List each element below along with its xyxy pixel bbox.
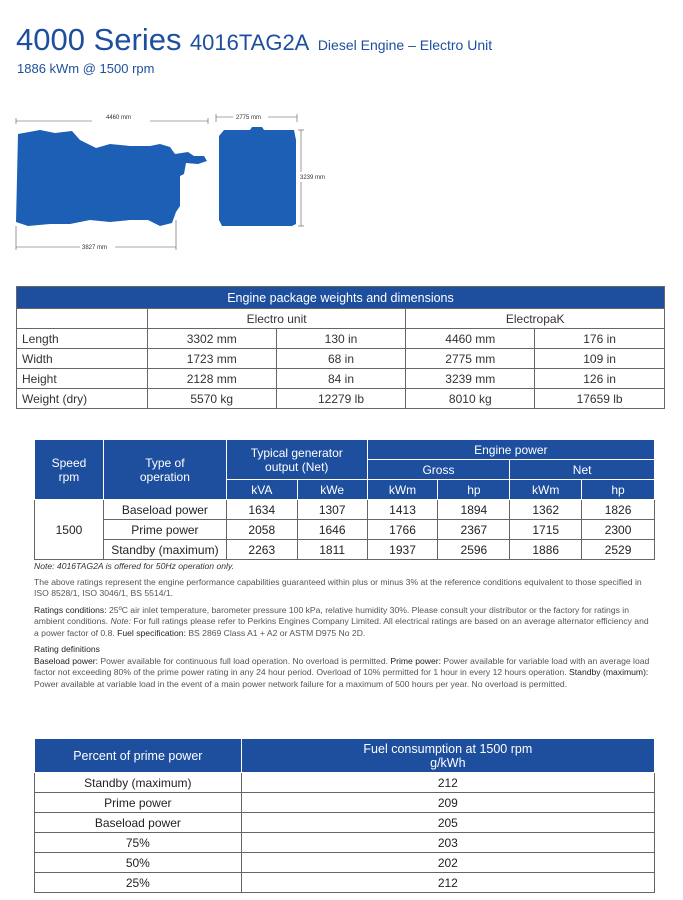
prime-label: Prime power: [390, 655, 442, 666]
engine-dimension-drawing [0, 100, 683, 260]
table-cell: 68 in [276, 349, 406, 369]
speed-value: 1500 [35, 500, 104, 560]
table-cell: 1715 [510, 520, 582, 540]
descriptor-title: Diesel Engine – Electro Unit [317, 37, 493, 53]
side-length-label: 4460 mm [106, 115, 132, 121]
table-cell: 17659 lb [535, 389, 665, 409]
percent-prime-header: Percent of prime power [35, 739, 242, 773]
table-row [35, 853, 655, 873]
baseload-label: Baseload power: [34, 655, 99, 666]
table-cell: 1886 [510, 540, 582, 560]
table-cell: 126 in [535, 369, 665, 389]
table-row [17, 389, 665, 409]
table-cell: 1362 [510, 500, 582, 520]
row-label: Baseload power [35, 813, 242, 833]
unit-header: hp [582, 480, 655, 500]
table-cell: 1894 [438, 500, 510, 520]
dimensions-empty-header [17, 309, 148, 329]
table-cell: 5570 kg [147, 389, 276, 409]
dimensions-table-title: Engine package weights and dimensions [17, 287, 665, 309]
ratings-conditions-label: Ratings conditions: [34, 604, 107, 615]
operation-type: Standby (maximum) [103, 540, 226, 560]
table-cell: 2596 [438, 540, 510, 560]
unit-header: kVA [226, 480, 297, 500]
fuel-consumption-header-units: g/kWh [430, 755, 466, 770]
table-cell: 109 in [535, 349, 665, 369]
table-cell: 1826 [582, 500, 655, 520]
operation-type: Baseload power [103, 500, 226, 520]
table-cell: 1646 [297, 520, 367, 540]
table-cell: 2775 mm [406, 349, 535, 369]
generator-output-header: Typical generator output (Net) [226, 440, 367, 480]
table-cell: 212 [241, 873, 654, 893]
table-row [35, 793, 655, 813]
ratings-conditions-text: 25ºC air inlet temperature, barometer pressure 100 kPa, relative humidity 30%. Please consult your distributor or the factory for ratings in ambient conditions. [34, 604, 629, 626]
speed-header: Speed rpm [35, 440, 104, 500]
electro-unit-header: Electro unit [147, 309, 406, 329]
prime-text: Power available for variable load with an average load factor not exceeding 80% of the prime power rating in any 24 hour period. Overload of 10% permitted for 1 hour in every 12 hours operation. [34, 655, 650, 677]
table-row [35, 873, 655, 893]
table-row [35, 500, 655, 520]
unit-header: hp [438, 480, 510, 500]
end-width-label: 2775 mm [236, 115, 262, 121]
baseload-text: Power available for continuous full load operation. No overload is permitted. [100, 655, 388, 666]
table-cell: 2529 [582, 540, 655, 560]
page-title [16, 22, 492, 58]
table-cell: 209 [241, 793, 654, 813]
table-cell: 202 [241, 853, 654, 873]
fuel-consumption-table [34, 738, 655, 893]
table-cell: 2058 [226, 520, 297, 540]
table-cell: 176 in [535, 329, 665, 349]
table-cell: 130 in [276, 329, 406, 349]
fuel-consumption-header-line1: Fuel consumption at 1500 rpm [363, 741, 533, 756]
table-cell: 2263 [226, 540, 297, 560]
table-cell: 84 in [276, 369, 406, 389]
table-cell: 212 [241, 773, 654, 793]
operation-type: Prime power [103, 520, 226, 540]
fuel-spec-label: Fuel specification: [117, 627, 186, 638]
fuel-spec-text: BS 2869 Class A1 + A2 or ASTM D975 No 2D. [188, 627, 366, 638]
table-cell: 2367 [438, 520, 510, 540]
row-label: Length [17, 329, 148, 349]
row-label: Prime power [35, 793, 242, 813]
rating-definitions-paragraph [34, 644, 652, 690]
table-row [17, 369, 665, 389]
dimensions-table [16, 286, 665, 409]
engine-power-header: Engine power [367, 440, 654, 460]
table-cell: 1723 mm [147, 349, 276, 369]
rating-definitions-heading: Rating definitions [34, 644, 100, 654]
table-cell: 1413 [367, 500, 438, 520]
row-label: Width [17, 349, 148, 369]
row-label: 75% [35, 833, 242, 853]
table-row [35, 833, 655, 853]
unit-header: kWm [367, 480, 438, 500]
side-view-engine-silhouette [16, 130, 207, 226]
row-label: 50% [35, 853, 242, 873]
unit-header: kWe [297, 480, 367, 500]
row-label: Height [17, 369, 148, 389]
row-label: 25% [35, 873, 242, 893]
note-text: For full ratings please refer to Perkins Engines Company Limited. All electrical ratings are based on an average alternator efficiency and a power factor of 0.8. [34, 616, 649, 638]
table-cell: 1634 [226, 500, 297, 520]
table-cell: 3239 mm [406, 369, 535, 389]
rating-subtitle: 1886 kWm @ 1500 rpm [17, 61, 155, 76]
table-cell: 4460 mm [406, 329, 535, 349]
row-label: Standby (maximum) [35, 773, 242, 793]
standby-label: Standby (maximum): [569, 667, 649, 677]
standby-text: Power available at variable load in the event of a main power network failure for a maximum of 500 hours per year. No overload is permitted. [34, 678, 568, 689]
table-cell: 1937 [367, 540, 438, 560]
table-row [35, 813, 655, 833]
table-cell: 3302 mm [147, 329, 276, 349]
table-cell: 1307 [297, 500, 367, 520]
end-view-engine-silhouette [219, 127, 296, 226]
table-cell: 2128 mm [147, 369, 276, 389]
table-row [35, 773, 655, 793]
side-base-label: 3827 mm [82, 245, 108, 251]
table-cell: 2300 [582, 520, 655, 540]
electropak-header: ElectropaK [406, 309, 665, 329]
ratings-conditions-paragraph [34, 605, 652, 640]
unit-header: kWm [510, 480, 582, 500]
table-cell: 205 [241, 813, 654, 833]
ratings-notes [34, 561, 652, 690]
table-cell: 1766 [367, 520, 438, 540]
guarantee-paragraph: The above ratings represent the engine performance capabilities guaranteed within plus or minus 3% at the reference conditions equivalent to those specified in ISO 8528/1, ISO 3046/1, BS 5514/1. [34, 576, 642, 598]
table-row [35, 540, 655, 560]
net-header: Net [510, 460, 655, 480]
table-row [17, 349, 665, 369]
power-ratings-table [34, 439, 655, 560]
table-cell: 8010 kg [406, 389, 535, 409]
end-height-label: 3239 mm [300, 175, 326, 181]
fuel-consumption-header [241, 739, 654, 773]
gross-header: Gross [367, 460, 510, 480]
series-title: 4000 Series [16, 22, 182, 57]
model-title: 4016TAG2A [189, 30, 310, 55]
hz-note: Note: 4016TAG2A is offered for 50Hz operation only. [34, 561, 234, 571]
table-row [17, 329, 665, 349]
note-label: Note: [110, 616, 131, 626]
table-row [35, 520, 655, 540]
row-label: Weight (dry) [17, 389, 148, 409]
table-cell: 12279 lb [276, 389, 406, 409]
type-header: Type of operation [103, 440, 226, 500]
table-cell: 203 [241, 833, 654, 853]
table-cell: 1811 [297, 540, 367, 560]
